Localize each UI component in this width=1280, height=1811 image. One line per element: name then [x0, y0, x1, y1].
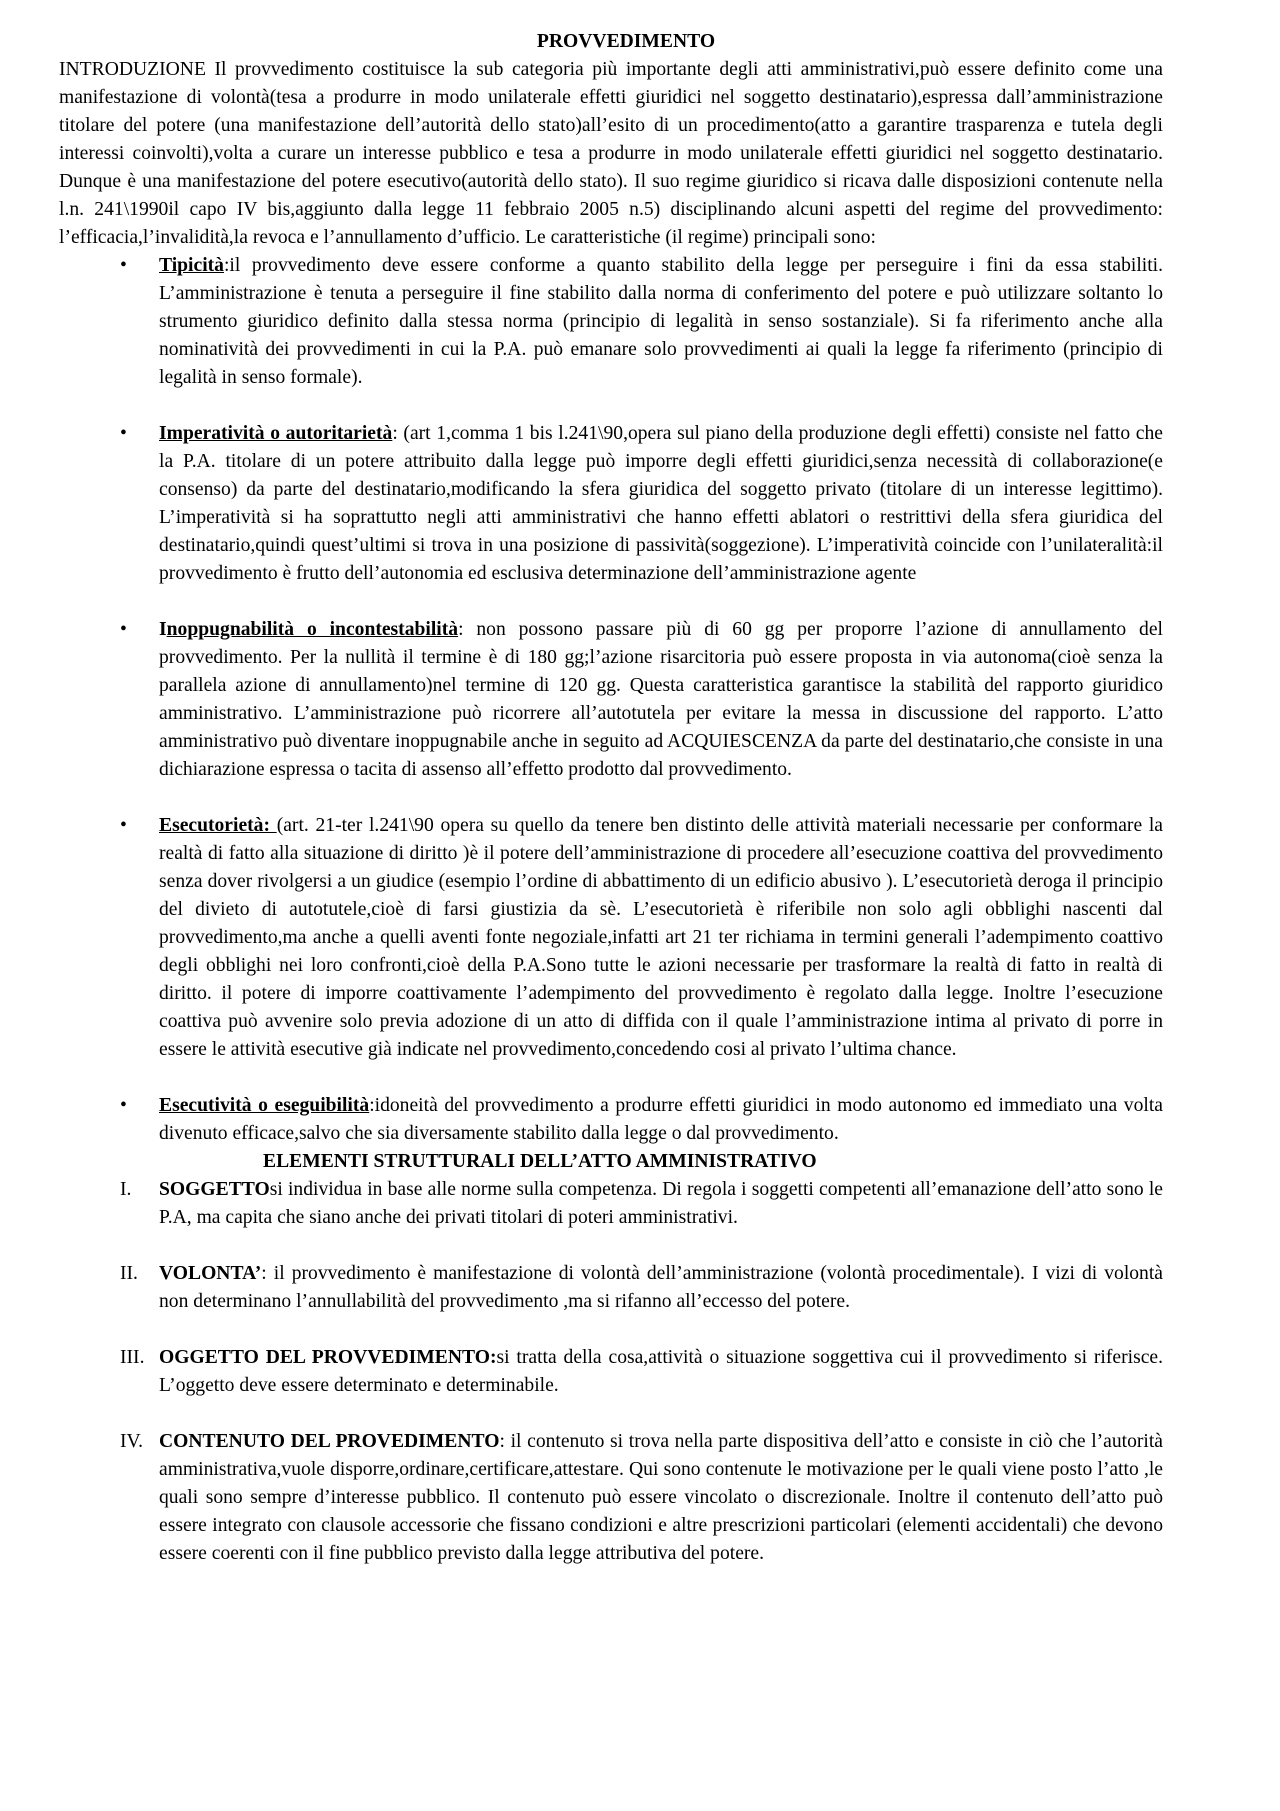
characteristic-term: Tipicità	[159, 255, 224, 276]
list-item	[59, 1344, 1163, 1400]
characteristic-text: (art. 21-ter l.241\90 opera su quello da tenere ben distinto delle attività materiali necessarie per conformare la realtà di fatto alla situazione di diritto )è il potere dell’amministrazione di procedere all’esecuzione coattiva del provvedimento senza dover rivolgersi a un giudice (esempio l’ordine di abbattimento di un edificio abusivo ). L’esecutorietà deroga il principio del divieto di autotutele,cioè di farsi giustizia da sè. L’esecutorietà è riferibile non solo agli obblighi nascenti dal provvedimento,ma anche a quelli aventi fonte negoziale,infatti art 21 ter richiama in termini generali l’adempimento coattivo degli obblighi nei loro confronti,cioè della P.A.Sono tutte le azioni necessarie per trasformare la realtà di fatto in realtà di diritto. il potere di imporre coattivamente l’adempimento del provvedimento è regolato dalla legge. Inoltre l’esecuzione coattiva può avvenire solo previa adozione di un atto di diffida con il quale l’amministrazione intima al privato di porre in essere le attività esecutive già indicate nel provvedimento,concedendo cosi al privato l’ultima chance.	[159, 815, 1163, 1060]
list-item	[59, 812, 1163, 1064]
characteristic-term: noppugnabilità o incontestabilità	[166, 619, 459, 640]
element-text: : il contenuto si trova nella parte dispositiva dell’atto e consiste in ciò che l’autorità amministrativa,vuole disporre,ordinare,certificare,attestare. Qui sono contenute le motivazione per le quali viene posto l’atto ,le quali sono sempre d’interesse pubblico. Il contenuto può essere vincolato o discrezionale. Inoltre il contenuto dell’atto può essere integrato con clausole accessorie che fissano condizioni e altre prescrizioni particolari (elementi accidentali) che devono essere coerenti con il fine pubblico previsto dalla legge attributiva del potere.	[159, 1431, 1164, 1564]
list-item	[59, 252, 1163, 392]
characteristics-list	[59, 252, 1163, 1148]
intro-paragraph: INTRODUZIONE Il provvedimento costituisce la sub categoria più importante degli atti amministrativi,può essere definito come una manifestazione di volontà(tesa a produrre in modo unilaterale effetti giuridici nel soggetto destinatario),espressa dall’amministrazione titolare del potere (una manifestazione dell’autorità dello stato)all’esito di un procedimento(atto a garantire trasparenza e tutela degli interessi coinvolti),volta a curare un interesse pubblico e tesa a produrre in modo unilaterale effetti giuridici nel soggetto destinatario. Dunque è una manifestazione del potere esecutivo(autorità dello stato). Il suo regime giuridico si ricava dalle disposizioni contenute nella l.n. 241\1990il capo IV bis,aggiunto dalla legge 11 febbraio 2005 n.5) disciplinando alcuni aspetti del regime del provvedimento: l’efficacia,l’invalidità,la revoca e l’annullamento d’ufficio. Le caratteristiche (il regime) principali sono:	[59, 59, 1163, 248]
characteristic-text: :il provvedimento deve essere conforme a quanto stabilito della legge per perseguire i fini da essa stabiliti. L’amministrazione è tenuta a perseguire il fine stabilito dalla norma di conferimento del potere e può utilizzare soltanto lo strumento giuridico definito dalla stessa norma (principio di legalità in senso sostanziale). Si fa riferimento anche alla nominatività dei provvedimenti in cui la P.A. può emanare solo provvedimenti ai quali la legge fa riferimento (principio di legalità in senso formale).	[159, 255, 1163, 388]
structural-elements-list	[59, 1176, 1163, 1568]
roman-numeral: I.	[120, 1179, 132, 1200]
element-text: si individua in base alle norme sulla competenza. Di regola i soggetti competenti all’emanazione dell’atto sono le P.A, ma capita che siano anche dei privati titolari di poteri amministrativi.	[159, 1179, 1163, 1228]
list-item	[59, 1428, 1163, 1568]
element-label: OGGETTO DEL PROVVEDIMENTO:	[159, 1347, 497, 1368]
characteristic-term: Esecutività o eseguibilità	[159, 1095, 370, 1116]
bullet-marker: •	[120, 423, 127, 444]
roman-numeral: III.	[120, 1347, 145, 1368]
characteristic-text: : (art 1,comma 1 bis l.241\90,opera sul piano della produzione degli effetti) consiste nel fatto che la P.A. titolare di un potere attribuito dalla legge può imporre degli effetti giuridici,senza necessità di collaborazione(e consenso) da parte del destinatario,modificando la sfera giuridica del soggetto privato (titolare di un interesse legittimo). L’imperatività si ha soprattutto negli atti amministrativi che hanno effetti ablatori o restrittivi della sfera giuridica del destinatario,quindi quest’ultimi si trova in una posizione di passività(soggezione). L’imperatività coincide con l’unilateralità:il provvedimento è frutto dell’autonomia ed esclusiva determinazione dell’amministrazione agente	[159, 423, 1163, 584]
list-item	[59, 616, 1163, 784]
bullet-marker: •	[120, 255, 127, 276]
roman-numeral: IV.	[120, 1431, 144, 1452]
list-item	[59, 1260, 1163, 1316]
document-title: PROVVEDIMENTO	[536, 31, 716, 52]
roman-numeral: II.	[120, 1263, 138, 1284]
characteristic-text: : non possono passare più di 60 gg per proporre l’azione di annullamento del provvedimento. Per la nullità il termine è di 180 gg;l’azione risarcitoria può essere proposta in via autonoma(cioè senza la parallela azione di annullamento)nel termine di 120 gg. Questa caratteristica garantisce la stabilità del rapporto giuridico amministrativo. L’amministrazione può ricorrere all’autotutela per evitare la messa in discussione del rapporto. L’atto amministrativo può diventare inoppugnabile anche in seguito ad ACQUIESCENZA da parte del destinatario,che consiste in una dichiarazione espressa o tacita di assenso all’effetto prodotto dal provvedimento.	[159, 619, 1163, 780]
list-item	[59, 420, 1163, 588]
characteristic-term: Esecutorietà:	[159, 815, 277, 836]
element-label: CONTENUTO DEL PROVEDIMENTO	[159, 1431, 500, 1452]
section-title: ELEMENTI STRUTTURALI DELL’ATTO AMMINISTRATIVO	[263, 1151, 817, 1172]
document-page	[59, 28, 1163, 1568]
bullet-marker: •	[120, 815, 127, 836]
characteristic-term-prefix: I	[159, 619, 167, 640]
element-label: SOGGETTO	[159, 1179, 270, 1200]
bullet-marker: •	[120, 619, 127, 640]
characteristic-term: Imperatività o autoritarietà	[159, 423, 393, 444]
bullet-marker: •	[120, 1095, 127, 1116]
list-item	[59, 1092, 1163, 1148]
element-text: si tratta della cosa,attività o situazione soggettiva cui il provvedimento si riferisce. L’oggetto deve essere determinato e determinabile.	[159, 1347, 1163, 1396]
list-item	[59, 1176, 1163, 1232]
element-text: : il provvedimento è manifestazione di volontà dell’amministrazione (volontà procedimentale). I vizi di volontà non determinano l’annullabilità del provvedimento ,ma si rifanno all’eccesso del potere.	[159, 1263, 1163, 1312]
element-label: VOLONTA’	[159, 1263, 262, 1284]
characteristic-text: :idoneità del provvedimento a produrre effetti giuridici in modo autonomo ed immediato una volta divenuto efficace,salvo che sia diversamente stabilito dalla legge o dal provvedimento.	[159, 1095, 1163, 1144]
